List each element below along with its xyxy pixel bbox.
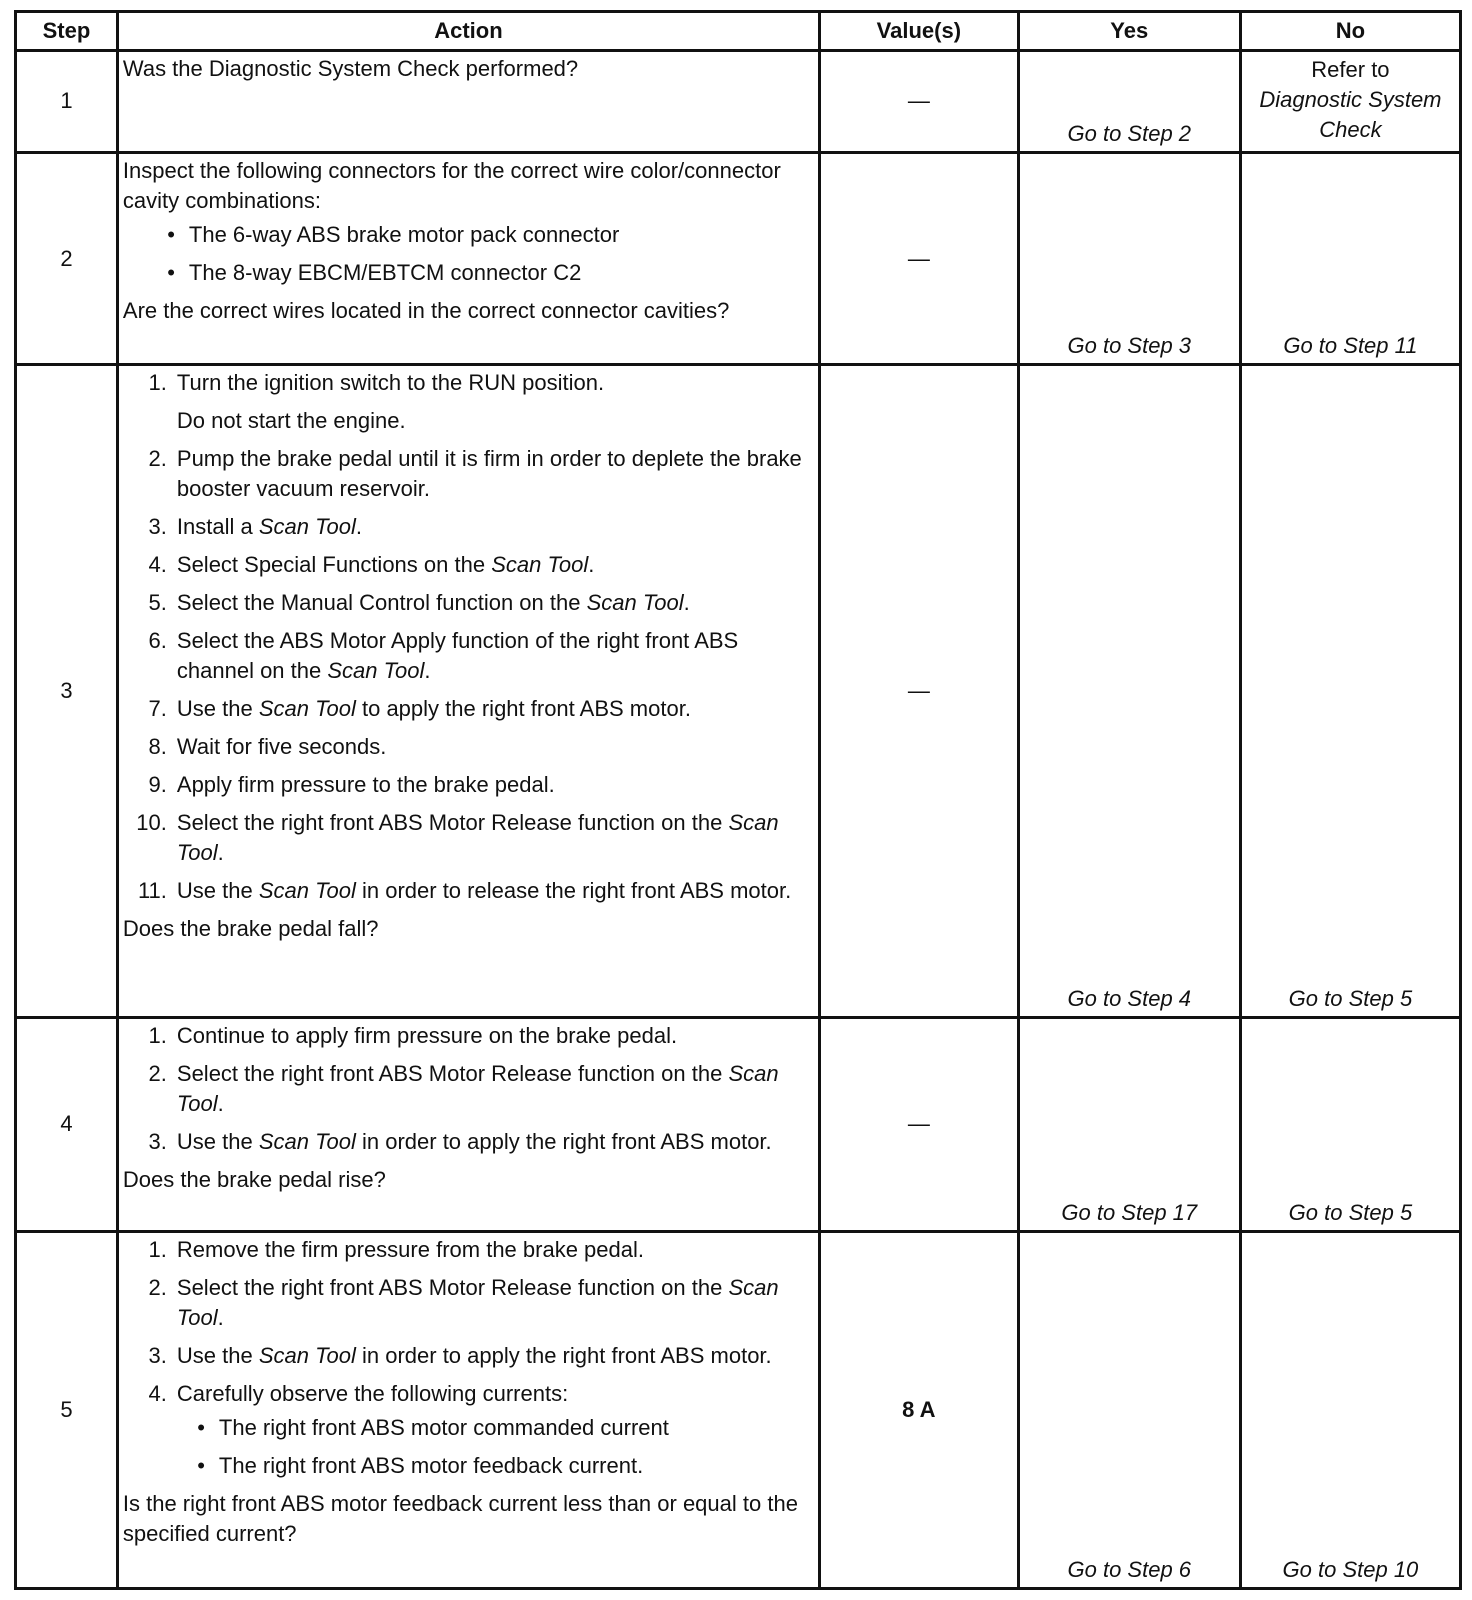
procedure-list: [123, 1235, 814, 1409]
list-item: 2. Pump the brake pedal until it is firm in order to deplete the brake booster vacuum reservoir.: [148, 446, 802, 502]
question-text: Are the correct wires located in the correct connector cavities?: [122, 297, 730, 323]
table-row-step-2: [16, 152, 1461, 364]
list-item: 3. Use the Scan Tool in order to apply the right front ABS motor.: [148, 1128, 772, 1154]
yes-link[interactable]: Go to Step 3: [1018, 152, 1240, 364]
bullet-icon: •: [167, 259, 175, 285]
header-step: Step: [16, 12, 118, 51]
list-item: 4. Carefully observe the following currents:: [148, 1381, 569, 1406]
value-cell: —: [820, 365, 1019, 1018]
no-link[interactable]: Go to Step 11: [1240, 152, 1460, 364]
list-item: 11. Use the Scan Tool in order to release the right front ABS motor.: [137, 878, 792, 904]
header-yes: Yes: [1018, 12, 1240, 51]
list-item: 9. Apply firm pressure to the brake pedal.: [148, 772, 555, 798]
list-item: 3. Install a Scan Tool.: [148, 514, 362, 540]
header-action: Action: [117, 12, 819, 51]
value-cell: —: [820, 152, 1019, 364]
value-cell: 8 A: [820, 1232, 1019, 1589]
action-cell: [117, 1017, 819, 1231]
table-row-step-5: [16, 1232, 1461, 1589]
table-row-step-4: [16, 1017, 1461, 1231]
list-item: 1. Remove the firm pressure from the brake pedal.: [148, 1237, 644, 1262]
table-row-step-1: [16, 51, 1461, 153]
yes-link[interactable]: Go to Step 4: [1018, 365, 1240, 1018]
list-item: 8. Wait for five seconds.: [148, 734, 387, 760]
yes-link[interactable]: Go to Step 17: [1018, 1017, 1240, 1231]
no-prefix: Refer to: [1311, 57, 1390, 83]
step-number: 4: [16, 1017, 118, 1231]
diagnostic-table: [14, 10, 1462, 1590]
step-number: 5: [16, 1232, 118, 1589]
yes-link[interactable]: Go to Step 2: [1018, 51, 1240, 153]
currents-list: [123, 1413, 814, 1481]
action-cell: [117, 1232, 819, 1589]
bullet-icon: •: [167, 221, 175, 247]
list-item: 10. Select the right front ABS Motor Release function on the Scan Tool.: [136, 810, 779, 866]
list-item: 5. Select the Manual Control function on the Scan Tool.: [148, 590, 690, 616]
question-text: Does the brake pedal fall?: [122, 916, 379, 942]
no-link[interactable]: Diagnostic System Check: [1259, 87, 1442, 143]
procedure-list: [123, 1021, 814, 1157]
list-item: • The right front ABS motor commanded current: [123, 1413, 814, 1443]
list-item: • The 8-way EBCM/EBTCM connector C2: [123, 258, 814, 288]
list-item: 3. Use the Scan Tool in order to apply the right front ABS motor.: [148, 1343, 772, 1368]
list-item: 4. Select Special Functions on the Scan Tool.: [148, 552, 595, 578]
step-number: 3: [16, 365, 118, 1018]
yes-link[interactable]: Go to Step 6: [1018, 1232, 1240, 1589]
question-text: Was the Diagnostic System Check performed?: [122, 56, 579, 81]
list-item: • The 6-way ABS brake motor pack connector: [123, 220, 814, 250]
question-text: Is the right front ABS motor feedback current less than or equal to the specified current?: [122, 1491, 798, 1546]
no-link[interactable]: Go to Step 5: [1240, 1017, 1460, 1231]
no-link[interactable]: Go to Step 5: [1240, 365, 1460, 1018]
no-link[interactable]: Go to Step 10: [1240, 1232, 1460, 1589]
list-item: 1. Turn the ignition switch to the RUN position. Do not start the engine.: [148, 370, 605, 434]
procedure-list: [123, 368, 814, 906]
list-item: 2. Select the right front ABS Motor Release function on the Scan Tool.: [148, 1060, 779, 1116]
header-row: [16, 12, 1461, 51]
value-cell: —: [820, 1017, 1019, 1231]
value-cell: —: [820, 51, 1019, 153]
action-cell: [117, 51, 819, 153]
header-values: Value(s): [820, 12, 1019, 51]
list-item: 6. Select the ABS Motor Apply function of the right front ABS channel on the Scan Tool.: [148, 628, 739, 684]
table-row-step-3: [16, 365, 1461, 1018]
question-text: Does the brake pedal rise?: [122, 1166, 386, 1192]
list-item: 2. Select the right front ABS Motor Release function on the Scan Tool.: [148, 1275, 779, 1330]
bullet-icon: •: [197, 1415, 205, 1440]
action-cell: [117, 152, 819, 364]
action-cell: [117, 365, 819, 1018]
bullet-icon: •: [197, 1453, 205, 1478]
step-number: 1: [16, 51, 118, 153]
list-item: • The right front ABS motor feedback current.: [123, 1451, 814, 1481]
list-item: 1. Continue to apply firm pressure on the brake pedal.: [148, 1022, 678, 1048]
step-number: 2: [16, 152, 118, 364]
no-cell[interactable]: [1240, 51, 1460, 153]
list-item: 7. Use the Scan Tool to apply the right front ABS motor.: [148, 696, 691, 722]
intro-text: Inspect the following connectors for the correct wire color/connector cavity combinations:: [122, 157, 781, 213]
connector-list: [123, 220, 814, 288]
header-no: No: [1240, 12, 1460, 51]
